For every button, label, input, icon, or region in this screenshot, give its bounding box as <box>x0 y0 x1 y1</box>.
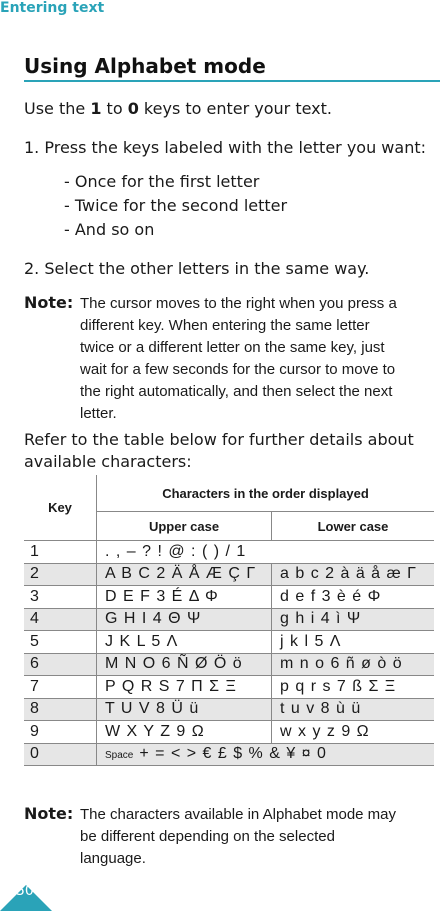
table-row <box>24 563 434 586</box>
chars-cell: . , – ? ! @ : ( ) / 1 <box>97 541 435 564</box>
lower-cell: w x y z 9 Ω <box>272 721 435 744</box>
lower-cell: j k l 5 Λ <box>272 631 435 654</box>
note-line: language. <box>80 850 146 867</box>
refer-line: available characters: <box>24 452 192 471</box>
upper-case-header: Upper case <box>97 512 272 541</box>
note-line: twice or a different letter on the same key, just <box>80 339 385 356</box>
substep-3: - And so on <box>64 220 155 239</box>
upper-cell: D E F 3 É Δ Φ <box>97 586 272 609</box>
upper-cell: T U V 8 Ü ü <box>97 698 272 721</box>
character-table <box>24 475 434 766</box>
chars-text: + = < > € £ $ % & ¥ ¤ 0 <box>139 745 327 763</box>
chars-cell <box>97 743 435 766</box>
upper-cell: A B C 2 Ä Å Æ Ç Γ <box>97 563 272 586</box>
lower-cell: m n o 6 ñ ø ò ö <box>272 653 435 676</box>
note-label-text: Note <box>24 293 67 312</box>
table-row <box>24 631 434 654</box>
note-line: different key. When entering the same letter <box>80 317 370 334</box>
key-cell: 6 <box>24 653 97 676</box>
page-number-badge <box>0 859 52 911</box>
upper-cell: P Q R S 7 Π Σ Ξ <box>97 676 272 699</box>
title-rule <box>24 80 440 82</box>
upper-cell: J K L 5 Λ <box>97 631 272 654</box>
intro-post: keys to enter your text. <box>138 99 332 118</box>
table-row <box>24 676 434 699</box>
lower-cell: g h i 4 ì Ψ <box>272 608 435 631</box>
intro-key-1: 1 <box>90 99 102 118</box>
note-line: The characters available in Alphabet mode may <box>80 806 397 823</box>
page-title: Using Alphabet mode <box>24 54 266 78</box>
table-row <box>24 698 434 721</box>
lower-cell: d e f 3 è é Φ <box>272 586 435 609</box>
key-cell: 5 <box>24 631 97 654</box>
step-1: 1. Press the keys labeled with the letter you want: <box>24 138 426 157</box>
section-header: Entering text <box>0 0 105 16</box>
lower-case-header: Lower case <box>272 512 435 541</box>
key-cell: 7 <box>24 676 97 699</box>
lower-cell: a b c 2 à ä å æ Γ <box>272 563 435 586</box>
intro-mid: to <box>101 99 128 118</box>
lower-cell: t u v 8 ù ü <box>272 698 435 721</box>
table-row <box>24 586 434 609</box>
upper-cell: M N O 6 Ñ Ø Ö ö <box>97 653 272 676</box>
intro-paragraph <box>24 98 332 120</box>
table-row <box>24 541 434 564</box>
key-cell: 9 <box>24 721 97 744</box>
key-cell: 4 <box>24 608 97 631</box>
refer-paragraph <box>24 429 414 473</box>
note-text <box>80 293 436 425</box>
key-cell: 2 <box>24 563 97 586</box>
characters-group-header: Characters in the order displayed <box>97 475 435 512</box>
lower-cell: p q r s 7 ß Σ Ξ <box>272 676 435 699</box>
note-line: The cursor moves to the right when you press a <box>80 295 397 312</box>
note-line: be different depending on the selected <box>80 828 335 845</box>
refer-line: Refer to the table below for further details about <box>24 430 414 449</box>
key-cell: 3 <box>24 586 97 609</box>
note-label: Note: <box>24 804 74 823</box>
key-column-header: Key <box>24 475 97 541</box>
substep-1: - Once for the first letter <box>64 172 260 191</box>
upper-cell: G H I 4 Θ Ψ <box>97 608 272 631</box>
key-cell: 1 <box>24 541 97 564</box>
note-line: the right automatically, and then select the next <box>80 383 393 400</box>
note-text <box>80 804 436 870</box>
note-line: letter. <box>80 405 117 422</box>
note-label-text: Note <box>24 804 67 823</box>
intro-key-0: 0 <box>127 99 139 118</box>
table-row <box>24 721 434 744</box>
table-row <box>24 608 434 631</box>
substep-2: - Twice for the second letter <box>64 196 288 215</box>
table-row <box>24 743 434 766</box>
note-line: wait for a few seconds for the cursor to move to <box>80 361 396 378</box>
upper-cell: W X Y Z 9 Ω <box>97 721 272 744</box>
key-cell: 8 <box>24 698 97 721</box>
page-number: 50 <box>16 883 34 899</box>
intro-pre: Use the <box>24 99 91 118</box>
table-row <box>24 653 434 676</box>
note-label: Note: <box>24 293 74 312</box>
key-cell: 0 <box>24 743 97 766</box>
step-2: 2. Select the other letters in the same way. <box>24 259 370 278</box>
space-label: Space <box>105 750 134 762</box>
